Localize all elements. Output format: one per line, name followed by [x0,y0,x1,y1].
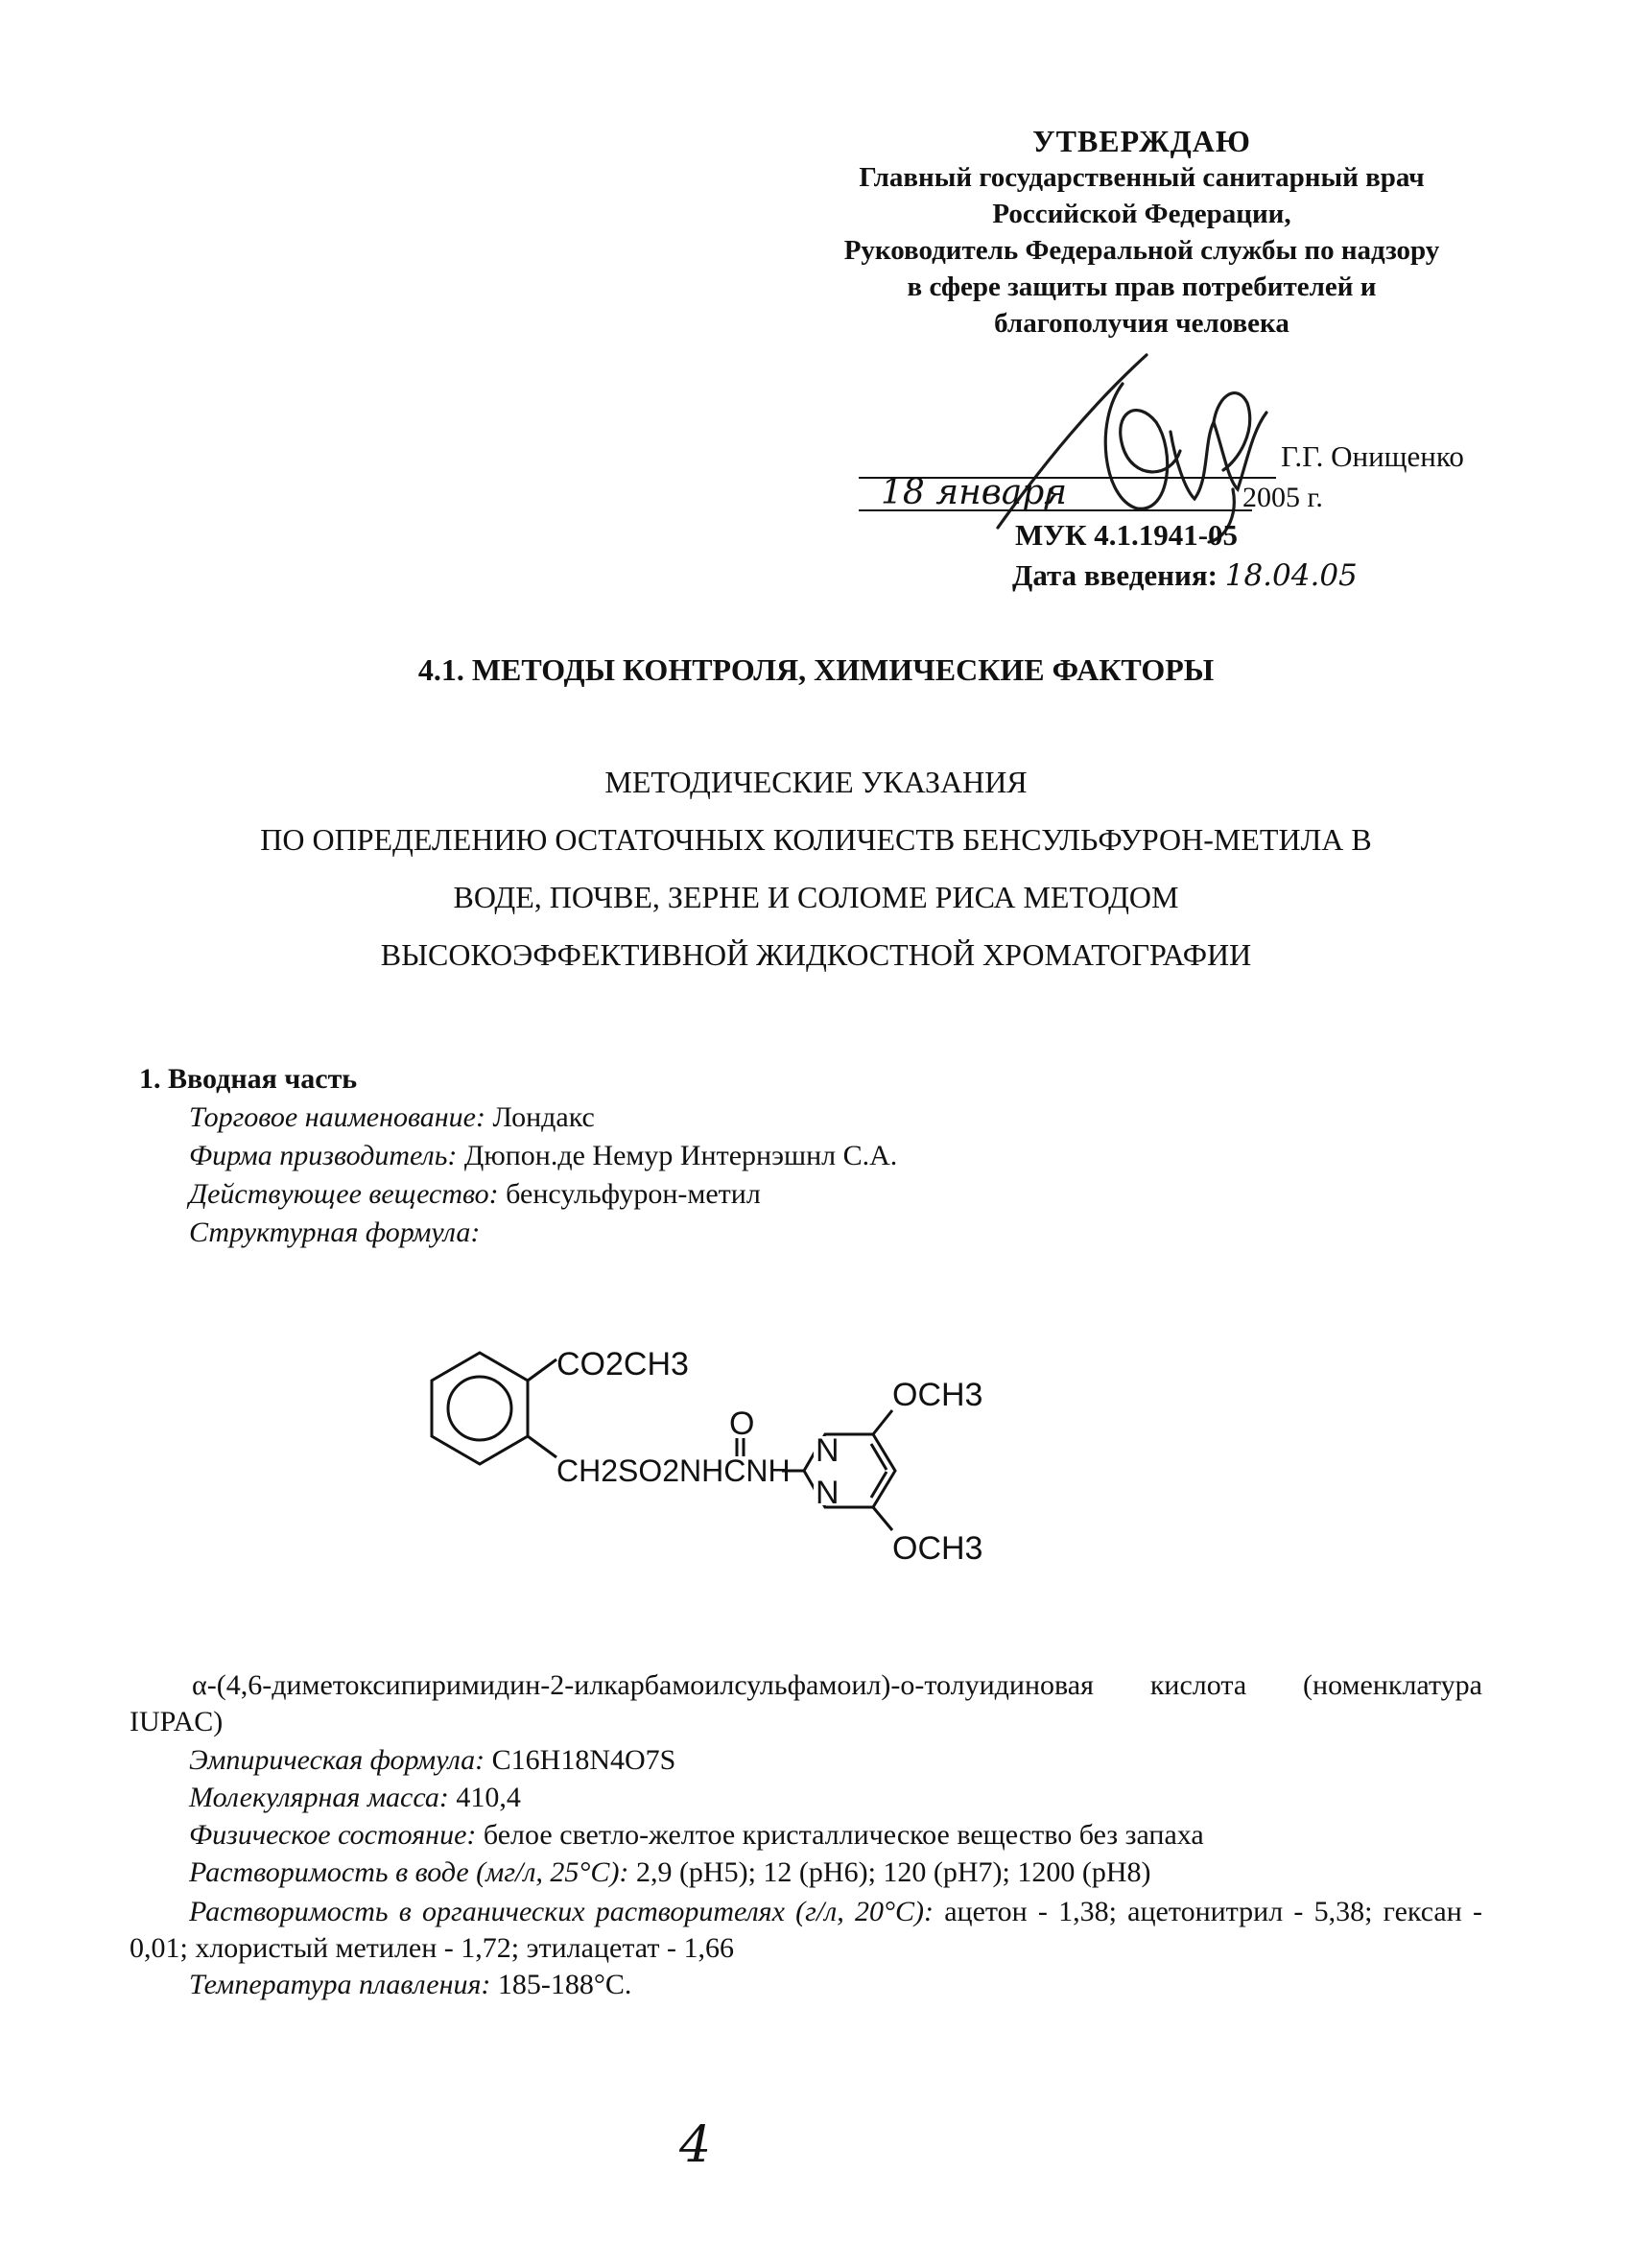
maker-label: Фирма призводитель: [189,1140,458,1171]
formula-label-text: Структурная формула: [189,1217,481,1248]
signed-date: 18 января [881,473,1068,512]
water-label: Растворимость в воде (мг/л, 25°С): [189,1856,629,1888]
benzene-ring [432,1353,528,1464]
maker-value: Дюпон.де Немур Интернэшнл С.А. [457,1140,898,1171]
active-substance [189,1178,761,1211]
trade-name [189,1101,595,1134]
carbonyl-oxygen: O [729,1406,755,1442]
approval-line: Главный государственный санитарный врач [859,162,1425,193]
approval-line: Российской Федерации, [992,199,1291,229]
empirical-value: C16H18N4O7S [485,1744,676,1776]
manufacturer [189,1140,897,1172]
muk-number: МУК 4.1.1941-05 [1015,518,1239,552]
mass-label: Молекулярная масса: [189,1782,449,1813]
trade-label: Торговое наименование: [189,1101,485,1133]
approval-block [768,123,1516,342]
methoxy-top: OCH3 [892,1377,983,1413]
doc-title-line: МЕТОДИЧЕСКИЕ УКАЗАНИЯ [604,765,1028,799]
empirical-label: Эмпирическая формула: [189,1744,485,1776]
melt-value: 185-188°С. [490,1969,632,2000]
doc-title-line: ВОДЕ, ПОЧВЕ, ЗЕРНЕ И СОЛОМЕ РИСА МЕТОДОМ [453,880,1179,914]
benzene-circle [448,1377,511,1440]
mass-value: 410,4 [448,1782,521,1813]
ring-nitrogen-top: N [816,1432,840,1469]
org-label: Растворимость в органических растворителях (г/л, 20°С): [189,1896,934,1927]
molecular-mass [189,1782,521,1814]
physical-state [189,1819,1204,1852]
state-value: белое светло-желтое кристаллическое вещество без запаха [476,1819,1204,1851]
structural-formula [413,1338,1027,1578]
intro-date-value: 18.04.05 [1224,558,1358,593]
chain-group: CH2SO2NHCNH [556,1453,791,1488]
intro-heading: 1. Вводная часть [139,1063,358,1095]
state-label: Физическое состояние: [189,1819,477,1851]
signatory-name: Г.Г. Онищенко [1281,439,1464,473]
page-number: 4 [679,2116,712,2174]
iupac-name: α-(4,6-диметоксипиримидин-2-илкарбамоилсульфамоил)-о-толуидиновая кислота (номенклатура IUPAC) [130,1669,1482,1737]
approval-heading: УТВЕРЖДАЮ [1032,124,1251,158]
approval-line: благополучия человека [994,308,1289,339]
melt-label: Температура плавления: [189,1969,491,2000]
section-title: 4.1. МЕТОДЫ КОНТРОЛЯ, ХИМИЧЕСКИЕ ФАКТОРЫ [417,652,1215,687]
doc-title-line: ПО ОПРЕДЕЛЕНИЮ ОСТАТОЧНЫХ КОЛИЧЕСТВ БЕНСУЛЬФУРОН-МЕТИЛА В [260,822,1372,857]
active-value: бенсульфурон-метил [498,1178,761,1210]
org-value: ацетон - 1,38; ацетонитрил - 5,38; гексан - 0,01; хлористый метилен - 1,72; этилацетат - 1,66 [130,1896,1482,1964]
water-solubility [189,1856,1151,1889]
organic-solubility [130,1894,1482,1967]
ring-nitrogen-bottom: N [816,1475,840,1511]
signed-year: 2005 г. [1242,482,1323,513]
water-value: 2,9 (pH5); 12 (pH6); 120 (pH7); 1200 (pH8) [628,1856,1151,1888]
signature-image [979,345,1295,547]
trade-value: Лондакс [485,1101,595,1133]
methoxy-bottom: OCH3 [892,1530,983,1567]
intro-date [1012,558,1358,593]
ester-group: CO2CH3 [556,1346,689,1382]
empirical-formula [189,1744,675,1777]
intro-date-label: Дата введения: [1012,558,1218,592]
melting-point [189,1969,631,2001]
active-label: Действующее вещество: [189,1178,499,1210]
approval-line: Руководитель Федеральной службы по надзору [843,235,1440,266]
doc-title-line: ВЫСОКОЭФФЕКТИВНОЙ ЖИДКОСТНОЙ ХРОМАТОГРАФИИ [380,937,1252,972]
structural-formula-label [189,1217,480,1249]
approval-line: в сфере защиты прав потребителей и [907,272,1377,302]
